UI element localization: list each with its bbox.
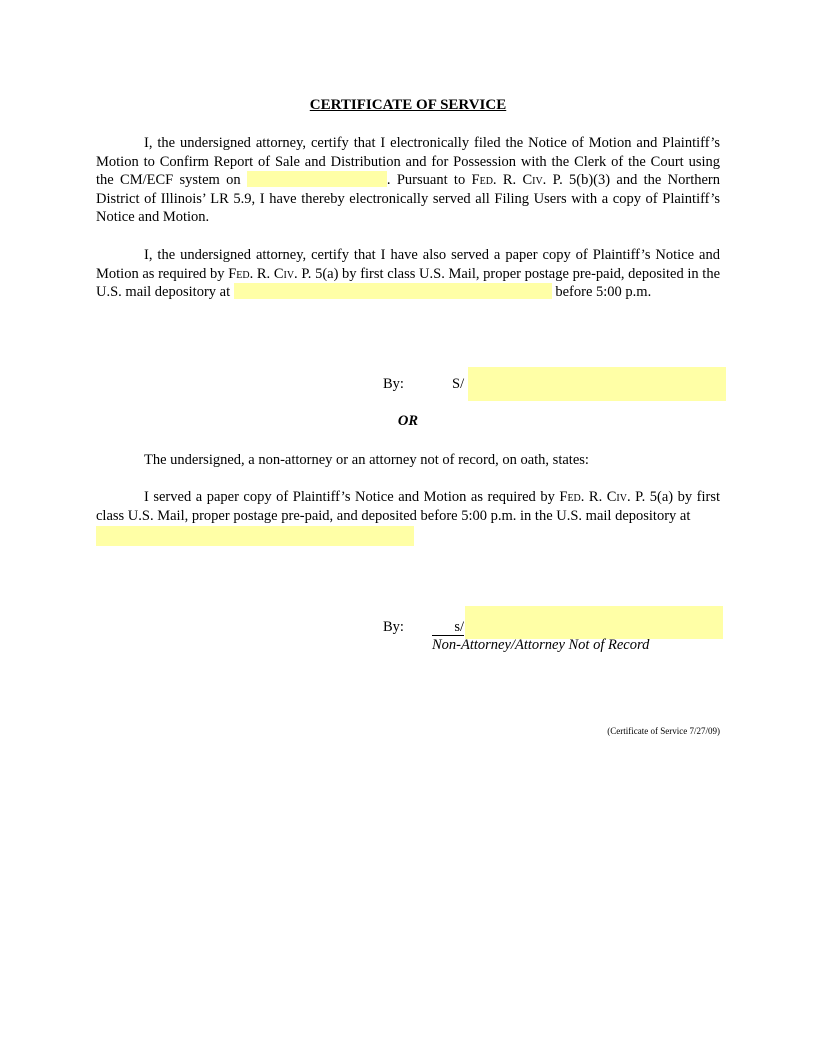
mail-depository-field[interactable]	[234, 283, 552, 299]
signature-s-label: s/	[432, 619, 464, 636]
paragraph-4-text-b: 5(a) by first class U.S. Mail, proper postage pre-paid, and deposited before 5:00 p.m. in the U.S. mail depository at	[96, 489, 721, 524]
signature-caption: Non-Attorney/Attorney Not of Record	[432, 637, 650, 653]
attorney-signature-field[interactable]	[468, 367, 726, 401]
signature-by-label: By:	[383, 619, 404, 635]
paragraph-2-text-a: I, the undersigned attorney, certify that I have also served a paper copy of Plaintiff’s Notice and Motion as required by	[96, 247, 720, 282]
paragraph-4-text-a: I served a paper copy of Plaintiff’s Notice and Motion as required by	[144, 489, 555, 505]
paragraph-1-text-a: I, the undersigned attorney, certify that I electronically filed the Notice of Motion and Plaintiff’s Motion to Confirm Report of Sale and Distribution and for Possession with the Clerk of the Court using the CM/ECF system on	[96, 135, 720, 189]
paragraph-non-attorney-service	[96, 488, 720, 525]
rule-citation: Fed. R. Civ. P.	[228, 265, 312, 282]
paragraph-2-text-c: before 5:00 p.m.	[555, 284, 652, 301]
paragraph-paper-service	[96, 246, 720, 302]
non-attorney-signature-field[interactable]	[465, 606, 723, 639]
footer-form-revision: (Certificate of Service 7/27/09)	[607, 726, 720, 736]
non-attorney-depository-field[interactable]	[96, 526, 414, 546]
paragraph-1-text-c: 5(b)(3) and the Northern District of Illinois’ LR 5.9, I have thereby electronically served all Filing Users with a copy of Plaintiff’s Notice and Motion.	[96, 172, 721, 226]
paragraph-2-text-b: 5(a) by first class U.S. Mail, proper postage pre-paid, deposited in the U.S. mail depository at	[96, 265, 721, 301]
rule-citation: Fed. R. Civ. P.	[471, 172, 563, 189]
paragraph-3-text: The undersigned, a non-attorney or an attorney not of record, on oath, states:	[144, 452, 589, 468]
paragraph-non-attorney-oath	[96, 451, 720, 470]
paragraph-1-text-b: . Pursuant to	[386, 172, 466, 189]
filing-date-field[interactable]	[247, 171, 387, 187]
rule-citation: Fed. R. Civ. P.	[559, 489, 646, 505]
or-separator: OR	[397, 413, 419, 429]
paragraph-electronic-filing	[96, 134, 720, 227]
page-title: CERTIFICATE OF SERVICE	[309, 97, 507, 113]
signature-s-label: S/	[452, 376, 465, 392]
signature-by-label: By:	[383, 376, 404, 392]
